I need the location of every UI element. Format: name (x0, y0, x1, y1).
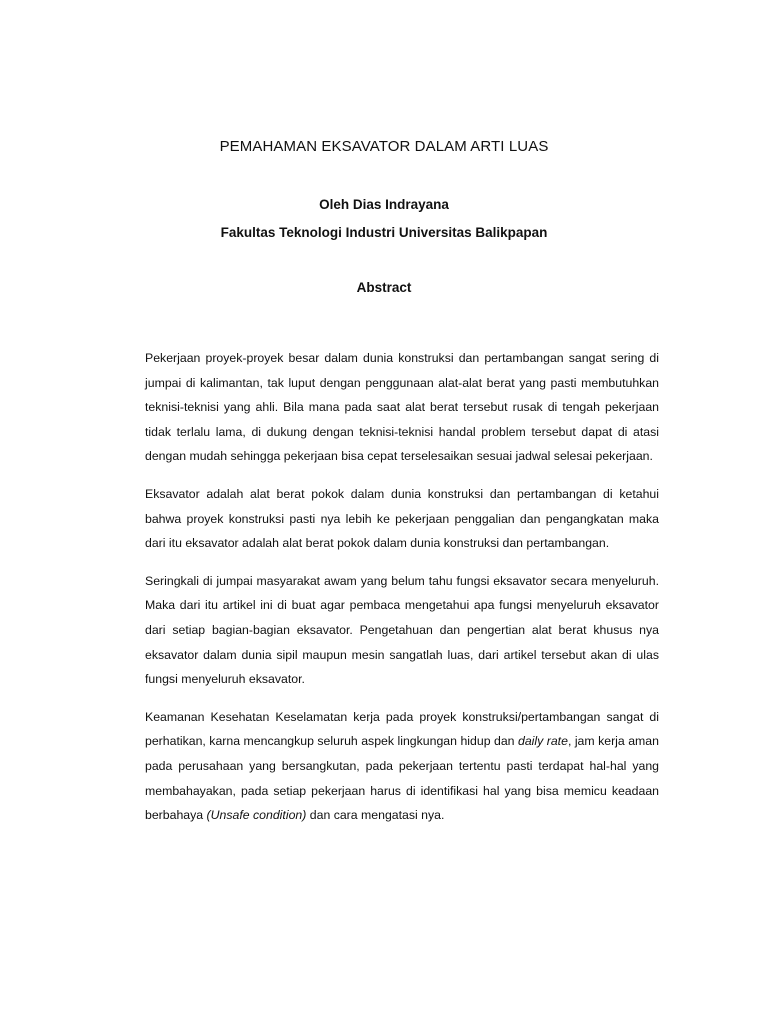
abstract-body (145, 346, 659, 841)
paragraph-4-italic-unsafe-condition: (Unsafe condition) (206, 808, 307, 823)
author-affiliation: Fakultas Teknologi Industri Universitas Balikpapan (220, 225, 548, 240)
paragraph-4-italic-daily-rate: daily rate (517, 734, 568, 749)
abstract-heading: Abstract (356, 280, 412, 295)
author-name: Oleh Dias Indrayana (319, 197, 449, 212)
paragraph-4-text-1: Keamanan Kesehatan Keselamatan kerja pada proyek konstruksi/pertambangan sangat di perhatikan, karna mencangkup seluruh aspek lingkungan hidup dan (145, 709, 659, 749)
paragraph-4-text-2: , jam kerja aman pada perusahaan yang bersangkutan, pada pekerjaan tertentu pasti terdapat hal-hal yang membahayakan, pada setiap pekerjaan harus di identifikasi hal yang bisa memicu keadaan berbahaya (145, 734, 659, 823)
abstract-paragraph-1: Pekerjaan proyek-proyek besar dalam dunia konstruksi dan pertambangan sangat sering di jumpai di kalimantan, tak luput dengan penggunaan alat-alat berat yang pasti membutuhkan teknisi-teknisi yang ahli. Bila mana pada saat alat berat tersebut rusak di tengah pekerjaan tidak terlalu lama, di dukung dengan teknisi-teknisi handal problem tersebut dapat di atasi dengan mudah sehingga pekerjaan bisa cepat terselesaikan sesuai jadwal selesai pekerjaan. (145, 351, 659, 464)
abstract-paragraph-2: Eksavator adalah alat berat pokok dalam dunia konstruksi dan pertambangan di ketahui bahwa proyek konstruksi pasti nya lebih ke pekerjaan penggalian dan pengangkatan maka dari itu eksavator adalah alat berat pokok dalam dunia konstruksi dan pertambangan. (145, 486, 659, 551)
abstract-paragraph-3: Seringkali di jumpai masyarakat awam yang belum tahu fungsi eksavator secara menyeluruh. Maka dari itu artikel ini di buat agar pembaca mengetahui apa fungsi menyeluruh eksavator dari setiap bagian-bagian eksavator. Pengetahuan dan pengertian alat berat khusus nya eksavator dalam dunia sipil maupun mesin sangatlah luas, dari artikel tersebut akan di ulas fungsi menyeluruh eksavator. (145, 573, 659, 687)
document-title: PEMAHAMAN EKSAVATOR DALAM ARTI LUAS (219, 138, 549, 155)
paragraph-4-text-3: dan cara mengatasi nya. (306, 808, 445, 823)
abstract-paragraph-4 (145, 705, 659, 828)
